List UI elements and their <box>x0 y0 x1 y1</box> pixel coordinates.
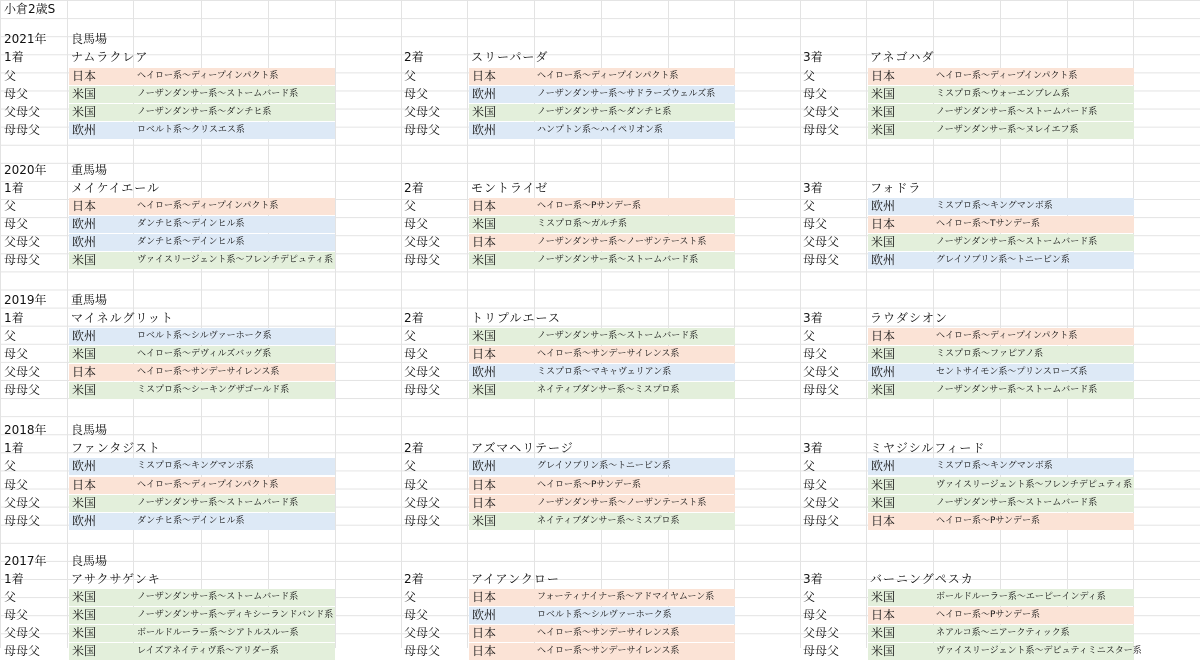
finish-rank-cell[interactable]: 2着 <box>404 50 424 65</box>
pedigree-label-cell[interactable]: 父 <box>803 198 816 213</box>
lineage-cell[interactable]: ヘイロー系〜Pサンデー系 <box>936 513 1134 530</box>
horse-name-cell[interactable]: ファンタジスト <box>71 441 161 456</box>
lineage-cell[interactable]: ノーザンダンサー系〜ストームバード系 <box>936 382 1134 399</box>
pedigree-label-cell[interactable]: 母父 <box>803 607 828 622</box>
ground-condition-cell[interactable]: 重馬場 <box>71 292 108 307</box>
pedigree-label-cell[interactable]: 母母父 <box>803 644 840 659</box>
region-cell[interactable]: 米国 <box>69 589 137 606</box>
pedigree-label-cell[interactable]: 母母父 <box>803 383 840 398</box>
region-cell[interactable]: 欧州 <box>469 458 537 475</box>
region-cell[interactable]: 欧州 <box>69 458 137 475</box>
finish-rank-cell[interactable]: 1着 <box>4 441 24 456</box>
region-cell[interactable]: 米国 <box>469 513 537 530</box>
pedigree-label-cell[interactable]: 母父 <box>404 477 429 492</box>
lineage-cell[interactable]: ヘイロー系〜ディープインパクト系 <box>137 198 335 215</box>
lineage-cell[interactable]: ノーザンダンサー系〜ストームバード系 <box>936 104 1134 121</box>
pedigree-label-cell[interactable]: 父 <box>4 459 17 474</box>
region-cell[interactable]: 日本 <box>469 477 537 494</box>
lineage-cell[interactable]: ロベルト系〜シルヴァーホーク系 <box>137 328 335 345</box>
lineage-cell[interactable]: ミスプロ系〜シーキングザゴールド系 <box>137 382 335 399</box>
lineage-cell[interactable]: ヘイロー系〜ディープインパクト系 <box>137 68 335 85</box>
pedigree-label-cell[interactable]: 父母父 <box>4 626 41 640</box>
pedigree-label-cell[interactable]: 父 <box>404 589 417 604</box>
pedigree-label-cell[interactable]: 父母父 <box>803 235 840 249</box>
pedigree-label-cell[interactable]: 母母父 <box>404 122 441 137</box>
lineage-cell[interactable]: ノーザンダンサー系〜ストームバード系 <box>936 495 1134 512</box>
finish-rank-cell[interactable]: 1着 <box>4 311 24 325</box>
pedigree-label-cell[interactable]: 父 <box>4 589 17 604</box>
pedigree-label-cell[interactable]: 父 <box>4 198 17 213</box>
pedigree-label-cell[interactable]: 父母父 <box>803 626 840 640</box>
region-cell[interactable]: 日本 <box>69 198 137 215</box>
lineage-cell[interactable]: ダンチヒ系〜デインヒル系 <box>137 216 335 233</box>
lineage-cell[interactable]: ヘイロー系〜デヴィルズバッグ系 <box>137 346 335 363</box>
pedigree-label-cell[interactable]: 父 <box>803 459 816 474</box>
ground-condition-cell[interactable]: 重馬場 <box>71 162 108 177</box>
finish-rank-cell[interactable]: 3着 <box>803 571 823 586</box>
year-cell[interactable]: 2018年 <box>4 423 47 438</box>
pedigree-label-cell[interactable]: 母母父 <box>404 383 441 398</box>
grid-column-line <box>335 0 336 648</box>
lineage-cell[interactable]: セントサイモン系〜プリンスローズ系 <box>936 364 1134 381</box>
lineage-cell[interactable]: ネイティブダンサー系〜ミスプロ系 <box>537 382 735 399</box>
pedigree-label-cell[interactable]: 母母父 <box>404 513 441 528</box>
lineage-cell[interactable]: ノーザンダンサー系〜ノーザンテースト系 <box>537 234 735 251</box>
lineage-cell[interactable]: グレイソブリン系〜トニービン系 <box>537 458 735 475</box>
lineage-cell[interactable]: グレイソブリン系〜トニービン系 <box>936 252 1134 269</box>
grid-column-line <box>67 0 68 648</box>
pedigree-label-cell[interactable]: 父母父 <box>404 626 441 640</box>
region-cell[interactable]: 欧州 <box>868 364 936 381</box>
pedigree-label-cell[interactable]: 父 <box>4 68 17 83</box>
pedigree-label-cell[interactable]: 父 <box>404 68 417 83</box>
lineage-cell[interactable]: ヴァイスリージェント系〜フレンチデピュティ系 <box>137 252 335 269</box>
lineage-cell[interactable]: ヘイロー系〜Pサンデー系 <box>936 607 1134 624</box>
lineage-cell[interactable]: ノーザンダンサー系〜サドラーズウェルズ系 <box>537 86 735 103</box>
region-cell[interactable]: 欧州 <box>69 122 137 139</box>
lineage-cell[interactable]: ヘイロー系〜ディープインパクト系 <box>936 328 1134 345</box>
region-cell[interactable]: 欧州 <box>868 458 936 475</box>
pedigree-label-cell[interactable]: 父母父 <box>803 495 840 510</box>
region-cell[interactable]: 日本 <box>469 625 537 642</box>
region-cell[interactable]: 米国 <box>69 607 137 624</box>
pedigree-label-cell[interactable]: 父 <box>404 459 417 474</box>
pedigree-label-cell[interactable]: 父母父 <box>803 365 840 380</box>
pedigree-label-cell[interactable]: 母母父 <box>803 253 840 268</box>
region-cell[interactable]: 欧州 <box>469 122 537 139</box>
horse-name-cell[interactable]: スリーパーダ <box>471 50 549 65</box>
region-cell[interactable]: 米国 <box>69 346 137 363</box>
lineage-cell[interactable]: ノーザンダンサー系〜ダンチヒ系 <box>537 104 735 121</box>
year-cell[interactable]: 2021年 <box>4 32 47 47</box>
lineage-cell[interactable]: ヘイロー系〜Tサンデー系 <box>936 216 1134 233</box>
lineage-cell[interactable]: ミスプロ系〜ウォーエンブレム系 <box>936 86 1134 103</box>
lineage-cell[interactable]: ヘイロー系〜サンデーサイレンス系 <box>537 625 735 642</box>
lineage-cell[interactable]: フォーティナイナー系〜アドマイヤムーン系 <box>537 589 735 606</box>
finish-rank-cell[interactable]: 2着 <box>404 311 424 325</box>
lineage-cell[interactable]: ダンチヒ系〜デインヒル系 <box>137 234 335 251</box>
region-cell[interactable]: 日本 <box>469 495 537 512</box>
pedigree-label-cell[interactable]: 父 <box>404 329 417 344</box>
pedigree-label-cell[interactable]: 父母父 <box>803 104 840 119</box>
pedigree-label-cell[interactable]: 母父 <box>404 607 429 622</box>
horse-name-cell[interactable]: ミヤジシルフィード <box>870 441 986 456</box>
region-cell[interactable]: 日本 <box>469 234 537 251</box>
horse-name-cell[interactable]: バーニングペスカ <box>870 571 974 586</box>
region-cell[interactable]: 日本 <box>69 477 137 494</box>
region-cell[interactable]: 米国 <box>469 382 537 399</box>
pedigree-label-cell[interactable]: 母母父 <box>404 253 441 268</box>
lineage-cell[interactable]: ロベルト系〜クリスエス系 <box>137 122 335 139</box>
region-cell[interactable]: 欧州 <box>469 86 537 103</box>
region-cell[interactable]: 日本 <box>69 364 137 381</box>
finish-rank-cell[interactable]: 2着 <box>404 441 424 456</box>
region-cell[interactable]: 米国 <box>69 104 137 121</box>
region-cell[interactable]: 日本 <box>69 68 137 85</box>
region-cell[interactable]: 日本 <box>469 198 537 215</box>
region-cell[interactable]: 米国 <box>69 86 137 103</box>
pedigree-label-cell[interactable]: 母母父 <box>4 644 41 659</box>
pedigree-label-cell[interactable]: 父母父 <box>404 235 441 249</box>
lineage-cell[interactable]: ボールドルーラー系〜エーピーインディ系 <box>936 589 1134 606</box>
region-cell[interactable]: 欧州 <box>69 513 137 530</box>
finish-rank-cell[interactable]: 2着 <box>404 571 424 586</box>
horse-name-cell[interactable]: アズマヘリテージ <box>471 441 574 456</box>
region-cell[interactable]: 米国 <box>868 477 936 494</box>
lineage-cell[interactable]: ミスプロ系〜マキャヴェリアン系 <box>537 364 735 381</box>
region-cell[interactable]: 日本 <box>868 216 936 233</box>
pedigree-label-cell[interactable]: 母母父 <box>4 253 41 268</box>
ground-condition-cell[interactable]: 良馬場 <box>71 32 108 47</box>
pedigree-label-cell[interactable]: 父母父 <box>4 365 41 380</box>
finish-rank-cell[interactable]: 1着 <box>4 180 24 195</box>
grid-column-line <box>800 0 801 648</box>
horse-name-cell[interactable]: ナムラクレア <box>71 50 149 65</box>
horse-name-cell[interactable]: マイネルグリット <box>71 311 174 325</box>
lineage-cell[interactable]: ノーザンダンサー系〜ストームバード系 <box>537 328 735 345</box>
region-cell[interactable]: 米国 <box>469 216 537 233</box>
finish-rank-cell[interactable]: 3着 <box>803 441 823 456</box>
horse-name-cell[interactable]: アネゴハダ <box>870 50 935 65</box>
pedigree-label-cell[interactable]: 父母父 <box>404 104 441 119</box>
region-cell[interactable]: 米国 <box>69 382 137 399</box>
pedigree-label-cell[interactable]: 母父 <box>803 347 828 362</box>
region-cell[interactable]: 米国 <box>69 625 137 642</box>
pedigree-label-cell[interactable]: 母父 <box>404 216 429 231</box>
lineage-cell[interactable]: ヴァイスリージェント系〜フレンチデピュティ系 <box>936 477 1134 494</box>
pedigree-label-cell[interactable]: 母父 <box>404 86 429 101</box>
lineage-cell[interactable]: ノーザンダンサー系〜ノーザンテースト系 <box>537 495 735 512</box>
grid-column-line <box>866 0 867 648</box>
lineage-cell[interactable]: ミスプロ系〜キングマンボ系 <box>137 458 335 475</box>
year-cell[interactable]: 2020年 <box>4 162 47 177</box>
lineage-cell[interactable]: ネイティブダンサー系〜ミスプロ系 <box>537 513 735 530</box>
region-cell[interactable]: 米国 <box>868 346 936 363</box>
lineage-cell[interactable]: ヘイロー系〜Pサンデー系 <box>537 477 735 494</box>
region-cell[interactable]: 米国 <box>868 86 936 103</box>
finish-rank-cell[interactable]: 3着 <box>803 311 823 325</box>
region-cell[interactable]: 日本 <box>868 607 936 624</box>
year-cell[interactable]: 2019年 <box>4 292 47 307</box>
region-cell[interactable]: 日本 <box>469 68 537 85</box>
pedigree-label-cell[interactable]: 父母父 <box>4 235 41 249</box>
lineage-cell[interactable]: ヘイロー系〜ディープインパクト系 <box>537 68 735 85</box>
pedigree-label-cell[interactable]: 母父 <box>803 86 828 101</box>
grid-column-line <box>401 0 402 648</box>
region-cell[interactable]: 米国 <box>69 495 137 512</box>
lineage-cell[interactable]: ダンチヒ系〜デインヒル系 <box>137 513 335 530</box>
region-cell[interactable]: 米国 <box>69 252 137 269</box>
pedigree-label-cell[interactable]: 母母父 <box>803 513 840 528</box>
pedigree-label-cell[interactable]: 父母父 <box>404 365 441 380</box>
horse-name-cell[interactable]: アサクサゲンキ <box>71 571 161 586</box>
finish-rank-cell[interactable]: 3着 <box>803 180 823 195</box>
ground-condition-cell[interactable]: 良馬場 <box>71 423 108 438</box>
lineage-cell[interactable]: ノーザンダンサー系〜ディキシーランドバンド系 <box>137 607 335 624</box>
pedigree-label-cell[interactable]: 母母父 <box>4 122 41 137</box>
lineage-cell[interactable]: ヘイロー系〜サンデーサイレンス系 <box>537 643 735 660</box>
lineage-cell[interactable]: ヘイロー系〜Pサンデー系 <box>537 198 735 215</box>
pedigree-label-cell[interactable]: 父 <box>803 68 816 83</box>
pedigree-label-cell[interactable]: 母父 <box>4 477 29 492</box>
grid-column-line <box>467 0 468 648</box>
region-cell[interactable]: 米国 <box>868 122 936 139</box>
region-cell[interactable]: 欧州 <box>469 607 537 624</box>
region-cell[interactable]: 日本 <box>469 589 537 606</box>
region-cell[interactable]: 米国 <box>868 382 936 399</box>
lineage-cell[interactable]: ボールドルーラー系〜シアトルスルー系 <box>137 625 335 642</box>
region-cell[interactable]: 日本 <box>469 346 537 363</box>
pedigree-label-cell[interactable]: 父 <box>803 589 816 604</box>
region-cell[interactable]: 欧州 <box>69 234 137 251</box>
region-cell[interactable]: 米国 <box>868 234 936 251</box>
region-cell[interactable]: 欧州 <box>69 328 137 345</box>
sheet-title[interactable]: 小倉2歳S <box>4 2 56 16</box>
region-cell[interactable]: 日本 <box>868 328 936 345</box>
region-cell[interactable]: 欧州 <box>469 364 537 381</box>
region-cell[interactable]: 日本 <box>868 68 936 85</box>
lineage-cell[interactable]: ミスプロ系〜キングマンボ系 <box>936 458 1134 475</box>
region-cell[interactable]: 米国 <box>469 252 537 269</box>
finish-rank-cell[interactable]: 1着 <box>4 571 24 586</box>
lineage-cell[interactable]: ハンプトン系〜ハイペリオン系 <box>537 122 735 139</box>
region-cell[interactable]: 欧州 <box>69 216 137 233</box>
pedigree-label-cell[interactable]: 母父 <box>404 347 429 362</box>
lineage-cell[interactable]: ヘイロー系〜サンデーサイレンス系 <box>137 364 335 381</box>
horse-name-cell[interactable]: モントライゼ <box>471 180 549 195</box>
pedigree-label-cell[interactable]: 父 <box>4 329 17 344</box>
horse-name-cell[interactable]: ラウダシオン <box>870 311 948 325</box>
pedigree-label-cell[interactable]: 母母父 <box>4 513 41 528</box>
lineage-cell[interactable]: ヘイロー系〜ディープインパクト系 <box>936 68 1134 85</box>
region-cell[interactable]: 米国 <box>868 643 936 660</box>
lineage-cell[interactable]: ノーザンダンサー系〜ストームバード系 <box>537 252 735 269</box>
region-cell[interactable]: 日本 <box>868 513 936 530</box>
region-cell[interactable]: 米国 <box>868 625 936 642</box>
region-cell[interactable]: 欧州 <box>868 252 936 269</box>
lineage-cell[interactable]: ヘイロー系〜サンデーサイレンス系 <box>537 346 735 363</box>
pedigree-label-cell[interactable]: 母父 <box>4 607 29 622</box>
finish-rank-cell[interactable]: 3着 <box>803 50 823 65</box>
pedigree-label-cell[interactable]: 父母父 <box>4 104 41 119</box>
lineage-cell[interactable]: ヴァイスリージェント系〜デピュティミニスター系 <box>936 643 1134 660</box>
lineage-cell[interactable]: ロベルト系〜シルヴァーホーク系 <box>537 607 735 624</box>
lineage-cell[interactable]: ヘイロー系〜ディープインパクト系 <box>137 477 335 494</box>
lineage-cell[interactable]: ミスプロ系〜ファピアノ系 <box>936 346 1134 363</box>
lineage-cell[interactable]: ノーザンダンサー系〜ヌレイエフ系 <box>936 122 1134 139</box>
region-cell[interactable]: 米国 <box>868 104 936 121</box>
horse-name-cell[interactable]: トリプルエース <box>471 311 561 325</box>
region-cell[interactable]: 日本 <box>469 643 537 660</box>
region-cell[interactable]: 米国 <box>868 495 936 512</box>
pedigree-label-cell[interactable]: 父母父 <box>4 495 41 510</box>
lineage-cell[interactable]: ネアルコ系〜ニアークティック系 <box>936 625 1134 642</box>
lineage-cell[interactable]: ノーザンダンサー系〜ストームバード系 <box>137 495 335 512</box>
pedigree-label-cell[interactable]: 母父 <box>4 216 29 231</box>
ground-condition-cell[interactable]: 良馬場 <box>71 553 108 568</box>
finish-rank-cell[interactable]: 1着 <box>4 50 24 65</box>
pedigree-label-cell[interactable]: 母父 <box>4 347 29 362</box>
lineage-cell[interactable]: ノーザンダンサー系〜ストームバード系 <box>137 589 335 606</box>
horse-name-cell[interactable]: メイケイエール <box>71 180 160 195</box>
finish-rank-cell[interactable]: 2着 <box>404 180 424 195</box>
pedigree-label-cell[interactable]: 父母父 <box>404 495 441 510</box>
pedigree-label-cell[interactable]: 父 <box>404 198 417 213</box>
lineage-cell[interactable]: ミスプロ系〜ガルチ系 <box>537 216 735 233</box>
pedigree-label-cell[interactable]: 母父 <box>803 477 828 492</box>
horse-name-cell[interactable]: アイアンクロー <box>471 571 560 586</box>
pedigree-label-cell[interactable]: 母父 <box>4 86 29 101</box>
region-cell[interactable]: 米国 <box>469 328 537 345</box>
lineage-cell[interactable]: ノーザンダンサー系〜ストームバード系 <box>137 86 335 103</box>
region-cell[interactable]: 米国 <box>469 104 537 121</box>
pedigree-label-cell[interactable]: 母母父 <box>803 122 840 137</box>
horse-name-cell[interactable]: フォドラ <box>870 180 922 195</box>
region-cell[interactable]: 欧州 <box>868 198 936 215</box>
region-cell[interactable]: 米国 <box>868 589 936 606</box>
pedigree-label-cell[interactable]: 母父 <box>803 216 828 231</box>
lineage-cell[interactable]: ノーザンダンサー系〜ストームバード系 <box>936 234 1134 251</box>
year-cell[interactable]: 2017年 <box>4 553 47 568</box>
pedigree-label-cell[interactable]: 父 <box>803 329 816 344</box>
pedigree-label-cell[interactable]: 母母父 <box>4 383 41 398</box>
pedigree-label-cell[interactable]: 母母父 <box>404 644 441 659</box>
lineage-cell[interactable]: ノーザンダンサー系〜ダンチヒ系 <box>137 104 335 121</box>
lineage-cell[interactable]: ミスプロ系〜キングマンボ系 <box>936 198 1134 215</box>
region-cell[interactable]: 米国 <box>69 643 137 660</box>
lineage-cell[interactable]: レイズアネイティヴ系〜アリダー系 <box>137 643 335 660</box>
